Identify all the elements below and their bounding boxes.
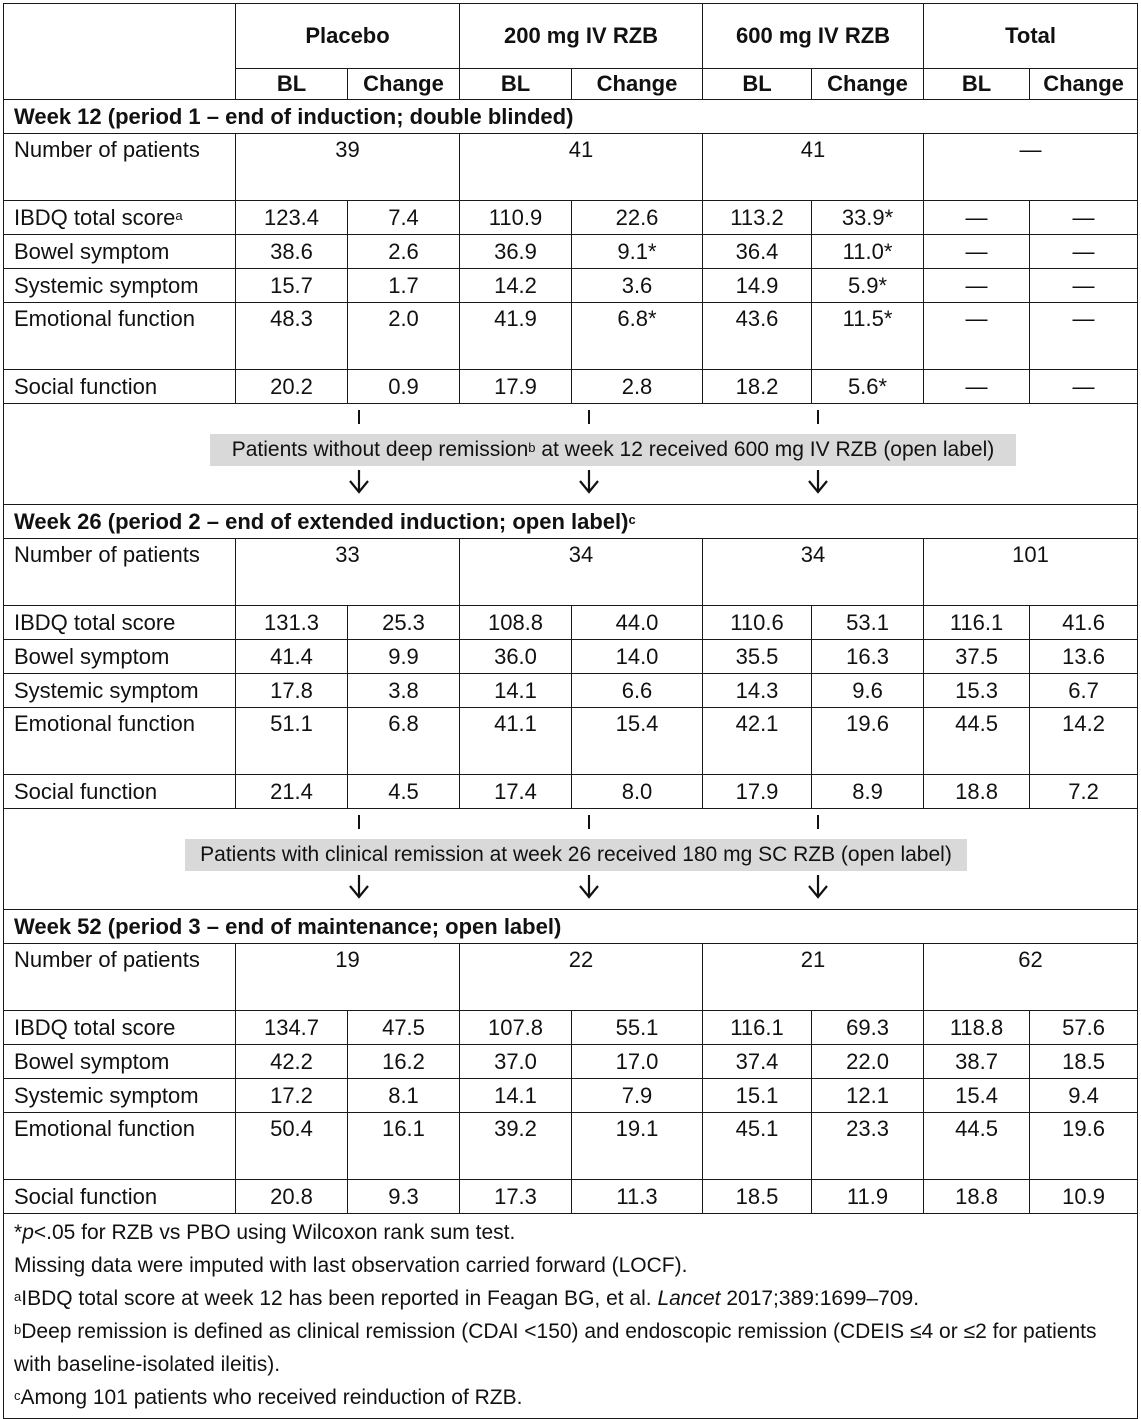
table-row — [4, 201, 1138, 235]
table-cell: 2.6 — [348, 235, 460, 269]
table-row — [4, 606, 1138, 640]
table-cell: 7.9 — [572, 1079, 703, 1113]
table-cell: 2.0 — [348, 303, 460, 370]
row-label-text: Systemic symptom — [14, 1083, 199, 1108]
table-cell: 9.4 — [1030, 1079, 1138, 1113]
row-label-text: Emotional function — [14, 306, 195, 331]
row-label-text: IBDQ total score — [14, 205, 176, 230]
table-cell: 18.5 — [1030, 1045, 1138, 1079]
footnote-missing-data — [14, 1249, 1127, 1282]
table-cell: — — [924, 370, 1030, 404]
row-label-text: Social function — [14, 1184, 158, 1209]
table-cell: 21.4 — [236, 775, 348, 809]
table-cell: 19.6 — [1030, 1113, 1138, 1180]
table-cell: 131.3 — [236, 606, 348, 640]
table-cell: 17.9 — [460, 370, 572, 404]
table-cell: 10.9 — [1030, 1180, 1138, 1214]
table-cell: 6.6 — [572, 674, 703, 708]
flow-line — [588, 410, 590, 424]
flow-line — [817, 410, 819, 424]
table-cell: 11.3 — [572, 1180, 703, 1214]
table-cell: — — [924, 235, 1030, 269]
table-cell: 42.1 — [703, 708, 812, 775]
table-cell: — — [924, 201, 1030, 235]
arrow-down-icon — [803, 875, 833, 899]
table-cell: 50.4 — [236, 1113, 348, 1180]
table-cell: 4.5 — [348, 775, 460, 809]
patients-row — [4, 134, 1138, 201]
table-cell: 14.1 — [460, 674, 572, 708]
table-cell: 8.9 — [812, 775, 924, 809]
table-cell: 19.1 — [572, 1113, 703, 1180]
flow-line — [358, 410, 360, 424]
table-cell: — — [1030, 370, 1138, 404]
arrow-down-icon — [574, 470, 604, 494]
patients-count: 62 — [924, 944, 1138, 1011]
table-cell: 134.7 — [236, 1011, 348, 1045]
table-row — [4, 1079, 1138, 1113]
table-cell: 116.1 — [924, 606, 1030, 640]
table-cell: 14.3 — [703, 674, 812, 708]
footnote-mark: c — [14, 1388, 21, 1403]
table-cell: 17.3 — [460, 1180, 572, 1214]
table-cell: 5.6* — [812, 370, 924, 404]
footnote-text: Among 101 patients who received reinduction of RZB. — [20, 1386, 523, 1409]
table-cell: 51.1 — [236, 708, 348, 775]
table-cell: 18.8 — [924, 1180, 1030, 1214]
table-cell: 11.0* — [812, 235, 924, 269]
table-cell: 6.8 — [348, 708, 460, 775]
table-cell: 16.1 — [348, 1113, 460, 1180]
arrow-down-icon — [803, 470, 833, 494]
row-label-text: Social function — [14, 374, 158, 399]
table-cell: — — [924, 303, 1030, 370]
section-title-text: Week 26 (period 2 – end of extended induction; open label) — [14, 509, 629, 534]
row-label — [4, 201, 236, 235]
table-cell: 14.9 — [703, 269, 812, 303]
table-cell: 15.4 — [924, 1079, 1030, 1113]
row-label — [4, 1079, 236, 1113]
sub-header-row — [4, 69, 1138, 100]
footnote-significance — [14, 1216, 1127, 1249]
table-cell: — — [1030, 201, 1138, 235]
table-cell: — — [1030, 269, 1138, 303]
table-cell: 0.9 — [348, 370, 460, 404]
arrow-down-icon — [574, 875, 604, 899]
section-title-text: Week 12 (period 1 – end of induction; double blinded) — [14, 104, 574, 129]
table-row — [4, 370, 1138, 404]
table-cell: 48.3 — [236, 303, 348, 370]
table-row — [4, 1113, 1138, 1180]
table-cell: 57.6 — [1030, 1011, 1138, 1045]
table-row — [4, 708, 1138, 775]
section-title-text: Week 52 (period 3 – end of maintenance; open label) — [14, 914, 562, 939]
arrow-down-icon — [344, 470, 374, 494]
table-cell: 11.9 — [812, 1180, 924, 1214]
transition-footnote-mark: b — [528, 440, 536, 455]
table-cell: 42.2 — [236, 1045, 348, 1079]
transition-text: Patients without deep remission — [231, 438, 529, 461]
subheader-change: Change — [812, 69, 924, 100]
table-cell: 44.0 — [572, 606, 703, 640]
transition-text-rest: at week 12 received 600 mg IV RZB (open label) — [535, 438, 995, 461]
footnote-star: * — [14, 1221, 23, 1244]
patients-count: 34 — [703, 539, 924, 606]
ibdq-results-table — [3, 3, 1138, 1419]
table-cell: 45.1 — [703, 1113, 812, 1180]
patients-count: — — [924, 134, 1138, 201]
table-cell: 16.3 — [812, 640, 924, 674]
table-cell: 38.7 — [924, 1045, 1030, 1079]
header-600mg: 600 mg IV RZB — [703, 4, 924, 69]
table-cell: 15.1 — [703, 1079, 812, 1113]
table-cell: 14.2 — [1030, 708, 1138, 775]
row-label — [4, 708, 236, 775]
patients-row — [4, 539, 1138, 606]
footnote-b — [14, 1315, 1127, 1381]
row-label — [4, 1045, 236, 1079]
table-cell: 15.7 — [236, 269, 348, 303]
table-cell: 20.8 — [236, 1180, 348, 1214]
footnote-text: <.05 for RZB vs PBO using Wilcoxon rank sum test. — [33, 1221, 516, 1244]
table-cell: 37.4 — [703, 1045, 812, 1079]
corner-cell-lower — [4, 69, 236, 100]
subheader-bl: BL — [924, 69, 1030, 100]
row-footnote-mark: a — [175, 208, 183, 223]
row-label-text: Systemic symptom — [14, 273, 199, 298]
transition-row — [4, 809, 1138, 910]
table-cell: 38.6 — [236, 235, 348, 269]
table-cell: 6.8* — [572, 303, 703, 370]
subheader-change: Change — [1030, 69, 1138, 100]
row-label — [4, 370, 236, 404]
table-cell: 35.5 — [703, 640, 812, 674]
table-cell: 9.9 — [348, 640, 460, 674]
transition-row — [4, 404, 1138, 505]
table-cell: 37.5 — [924, 640, 1030, 674]
table-cell: 36.4 — [703, 235, 812, 269]
patients-count: 22 — [460, 944, 703, 1011]
table-cell: 18.5 — [703, 1180, 812, 1214]
table-cell: 53.1 — [812, 606, 924, 640]
row-label — [4, 1180, 236, 1214]
table-cell: 14.2 — [460, 269, 572, 303]
table-cell: 13.6 — [1030, 640, 1138, 674]
table-cell: 55.1 — [572, 1011, 703, 1045]
table-cell: 8.1 — [348, 1079, 460, 1113]
table-cell: 12.1 — [812, 1079, 924, 1113]
transition-note — [210, 434, 1016, 466]
row-label-text: Bowel symptom — [14, 644, 170, 669]
transition-text: Patients with clinical remission at week 26 received 180 mg SC RZB (open label) — [200, 843, 952, 866]
table-cell: 18.2 — [703, 370, 812, 404]
transition-cell — [4, 809, 1138, 910]
flow-line — [817, 815, 819, 829]
table-cell: 22.0 — [812, 1045, 924, 1079]
footnote-mark: a — [14, 1289, 22, 1304]
group-header-row — [4, 4, 1138, 69]
table-cell: 17.0 — [572, 1045, 703, 1079]
transition-cell — [4, 404, 1138, 505]
table-cell: 41.4 — [236, 640, 348, 674]
patients-count: 39 — [236, 134, 460, 201]
table-cell: — — [1030, 235, 1138, 269]
table-cell: 33.9* — [812, 201, 924, 235]
table-cell: 41.1 — [460, 708, 572, 775]
table-cell: 3.8 — [348, 674, 460, 708]
table-cell: 5.9* — [812, 269, 924, 303]
table-cell: 7.4 — [348, 201, 460, 235]
row-label — [4, 775, 236, 809]
table-cell: 39.2 — [460, 1113, 572, 1180]
transition-note — [185, 839, 967, 871]
footnote-text: IBDQ total score at week 12 has been reported in Feagan BG, et al. — [21, 1287, 658, 1310]
table-cell: 123.4 — [236, 201, 348, 235]
footnote-text: Deep remission is defined as clinical remission (CDAI <150) and endoscopic remission (CDEIS ≤4 or ≤2 for patients with baseline-isolated ileitis). — [14, 1320, 1097, 1376]
table-cell: 6.7 — [1030, 674, 1138, 708]
table-cell: — — [924, 269, 1030, 303]
row-label-text: IBDQ total score — [14, 610, 176, 635]
table-cell: 69.3 — [812, 1011, 924, 1045]
row-label — [4, 303, 236, 370]
table-row — [4, 674, 1138, 708]
results-table-page — [3, 3, 1137, 1419]
table-cell: 110.9 — [460, 201, 572, 235]
table-cell: 9.3 — [348, 1180, 460, 1214]
table-cell: 108.8 — [460, 606, 572, 640]
table-cell: 20.2 — [236, 370, 348, 404]
row-label-text: Bowel symptom — [14, 1049, 170, 1074]
table-cell: 14.1 — [460, 1079, 572, 1113]
patients-label: Number of patients — [4, 539, 236, 606]
section-title-row — [4, 100, 1138, 134]
subheader-change: Change — [348, 69, 460, 100]
footnote-mark: b — [14, 1322, 22, 1337]
flow-line — [588, 815, 590, 829]
table-cell: 44.5 — [924, 1113, 1030, 1180]
transition-flow — [4, 404, 1137, 504]
row-label-text: Emotional function — [14, 711, 195, 736]
row-label-text: Emotional function — [14, 1116, 195, 1141]
table-cell: 2.8 — [572, 370, 703, 404]
section-title — [4, 910, 1138, 944]
table-cell: 17.8 — [236, 674, 348, 708]
table-row — [4, 775, 1138, 809]
table-row — [4, 1045, 1138, 1079]
table-cell: 14.0 — [572, 640, 703, 674]
subheader-change: Change — [572, 69, 703, 100]
table-cell: 19.6 — [812, 708, 924, 775]
patients-count: 19 — [236, 944, 460, 1011]
table-cell: 1.7 — [348, 269, 460, 303]
patients-count: 101 — [924, 539, 1138, 606]
header-total: Total — [924, 4, 1138, 69]
footnote-text: Missing data were imputed with last observation carried forward (LOCF). — [14, 1254, 688, 1277]
table-cell: 47.5 — [348, 1011, 460, 1045]
patients-count: 41 — [703, 134, 924, 201]
table-cell: 11.5* — [812, 303, 924, 370]
row-label — [4, 269, 236, 303]
table-cell: 107.8 — [460, 1011, 572, 1045]
arrow-down-icon — [344, 875, 374, 899]
table-cell: 8.0 — [572, 775, 703, 809]
table-row — [4, 1180, 1138, 1214]
patients-count: 33 — [236, 539, 460, 606]
table-row — [4, 269, 1138, 303]
table-cell: 43.6 — [703, 303, 812, 370]
table-cell: 17.4 — [460, 775, 572, 809]
section-title — [4, 505, 1138, 539]
table-cell: 9.1* — [572, 235, 703, 269]
header-200mg: 200 mg IV RZB — [460, 4, 703, 69]
patients-count: 21 — [703, 944, 924, 1011]
table-row — [4, 303, 1138, 370]
section-title — [4, 100, 1138, 134]
subheader-bl: BL — [236, 69, 348, 100]
subheader-bl: BL — [703, 69, 812, 100]
table-cell: 118.8 — [924, 1011, 1030, 1045]
footnote-c — [14, 1381, 1127, 1414]
table-cell: 116.1 — [703, 1011, 812, 1045]
table-cell: 44.5 — [924, 708, 1030, 775]
corner-cell — [4, 4, 236, 69]
footnote-text: 2017;389:1699–709. — [720, 1287, 920, 1310]
patients-label: Number of patients — [4, 134, 236, 201]
row-label — [4, 606, 236, 640]
table-cell: 41.9 — [460, 303, 572, 370]
row-label-text: Bowel symptom — [14, 239, 170, 264]
table-row — [4, 1011, 1138, 1045]
table-cell: — — [1030, 303, 1138, 370]
row-label — [4, 1011, 236, 1045]
row-label-text: Social function — [14, 779, 158, 804]
table-cell: 17.2 — [236, 1079, 348, 1113]
table-cell: 22.6 — [572, 201, 703, 235]
footnotes — [4, 1214, 1138, 1419]
row-label — [4, 640, 236, 674]
table-cell: 3.6 — [572, 269, 703, 303]
table-cell: 16.2 — [348, 1045, 460, 1079]
table-row — [4, 235, 1138, 269]
table-cell: 15.4 — [572, 708, 703, 775]
patients-count: 41 — [460, 134, 703, 201]
table-cell: 41.6 — [1030, 606, 1138, 640]
table-cell: 25.3 — [348, 606, 460, 640]
footnote-p: p — [22, 1221, 34, 1244]
table-cell: 110.6 — [703, 606, 812, 640]
section-title-row — [4, 910, 1138, 944]
flow-line — [358, 815, 360, 829]
table-cell: 37.0 — [460, 1045, 572, 1079]
transition-flow — [4, 809, 1137, 909]
table-cell: 9.6 — [812, 674, 924, 708]
footnote-journal: Lancet — [657, 1287, 721, 1310]
subheader-bl: BL — [460, 69, 572, 100]
table-cell: 23.3 — [812, 1113, 924, 1180]
patients-row — [4, 944, 1138, 1011]
patients-label: Number of patients — [4, 944, 236, 1011]
row-label — [4, 1113, 236, 1180]
table-cell: 36.9 — [460, 235, 572, 269]
row-label — [4, 674, 236, 708]
patients-count: 34 — [460, 539, 703, 606]
table-cell: 18.8 — [924, 775, 1030, 809]
table-cell: 15.3 — [924, 674, 1030, 708]
footnotes-row — [4, 1214, 1138, 1419]
row-label — [4, 235, 236, 269]
table-row — [4, 640, 1138, 674]
footnote-a — [14, 1282, 1127, 1315]
table-cell: 7.2 — [1030, 775, 1138, 809]
row-label-text: Systemic symptom — [14, 678, 199, 703]
row-label-text: IBDQ total score — [14, 1015, 176, 1040]
table-cell: 17.9 — [703, 775, 812, 809]
section-title-footnote-mark: c — [628, 512, 636, 527]
table-cell: 113.2 — [703, 201, 812, 235]
table-cell: 36.0 — [460, 640, 572, 674]
section-title-row — [4, 505, 1138, 539]
header-placebo: Placebo — [236, 4, 460, 69]
